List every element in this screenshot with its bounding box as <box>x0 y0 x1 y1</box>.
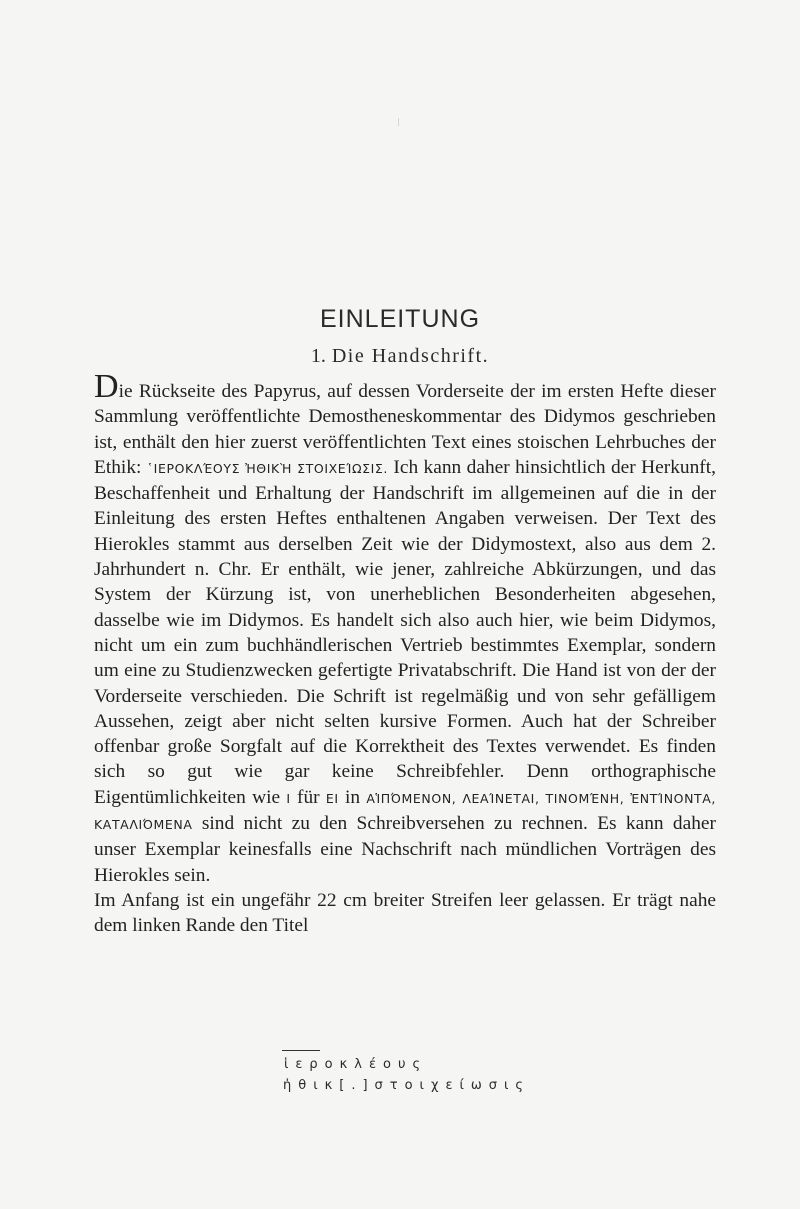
paragraph-2 <box>94 888 716 939</box>
greek-word-list: ΑἹΠΌΜΕΝΟΝ, ΛΕΑΊΝΕΤΑΙ, ΤΙΝΟΜΈΝΗ, ἘΝΤΊΝΟΝΤΑ, ΚΑΤΑΛΙΌΜΕΝΑ <box>94 790 716 833</box>
title-overline <box>282 1050 320 1051</box>
papyrus-title-line-2: ἠθικ[.]στοιχείωσις <box>283 1078 531 1093</box>
section-heading-text: Die Handschrift. <box>331 345 490 367</box>
greek-title-inline: ῾ΙΕΡΟΚΛΈΟΥΣ ἨΘΙΚῊ ΣΤΟΙΧΕΊΩΣΙΣ. <box>146 460 388 476</box>
scan-speck <box>398 118 399 126</box>
paragraph-2-text: Im Anfang ist ein ungefähr 22 cm breiter Streifen leer gelassen. Er trägt nahe dem linken Rande den Titel <box>94 889 716 937</box>
paragraph-1-text-d: in <box>338 786 367 808</box>
papyrus-title-line-1: ἱεροκλέους <box>284 1057 428 1072</box>
greek-letter-iota: Ι <box>286 790 291 806</box>
section-heading <box>0 345 800 368</box>
paragraph-1 <box>94 368 716 888</box>
paragraph-1-text-c: für <box>290 786 326 808</box>
drop-cap: D <box>94 368 119 405</box>
paragraph-1-text-e: sind nicht zu den Schreibversehen zu rechnen. Es kann daher unser Exemplar keinesfalls eine Nachschrift nach mündlichen Vorträgen des Hierokles sein. <box>94 813 716 886</box>
section-number: 1. <box>310 345 326 367</box>
chapter-title: EINLEITUNG <box>319 305 481 333</box>
paragraph-1-text-b: Ich kann daher hinsichtlich der Herkunft, Beschaffenheit und Erhaltung der Handschrift im allgemeinen auf die in der Einleitung des ersten Heftes enthaltenen Angaben verweisen. Der Text des Hierokles stammt aus derselben Zeit wie der Didymostext, also aus dem 2. Jahrhundert n. Chr. Er enthält, wie jener, zahlreiche Abkürzungen, und das System der Kürzung ist, von unerheblichen Besonderheiten abgesehen, dasselbe wie im Didymos. Es handelt sich also auch hier, wie beim Didymos, nicht um ein zum buchhändlerischen Vertrieb bestimmtes Exemplar, sondern um eine zu Studienzwecken gefertigte Privatabschrift. Die Hand ist von der der Vorderseite verschieden. Die Schrift ist regelmäßig und von sehr gefälligem Aussehen, zeigt aber nicht selten kursive Formen. Auch hat der Schreiber offenbar große Sorgfalt auf die Korrektheit des Textes verwendet. Es finden sich so gut wie gar keine Schreibfehler. Denn orthographische Eigentümlichkeiten wie <box>94 456 716 808</box>
greek-letters-ei: ΕΙ <box>325 790 339 806</box>
body-text <box>94 368 716 939</box>
paragraph-1-text-a: ie Rückseite des Papyrus, auf dessen Vorderseite der im ersten Hefte dieser Sammlung veröffentlichte Demostheneskommentar des Didymos geschrieben ist, enthält den hier zuerst veröffentlichten Text eines stoischen Lehrbuches der Ethik: <box>94 381 716 478</box>
